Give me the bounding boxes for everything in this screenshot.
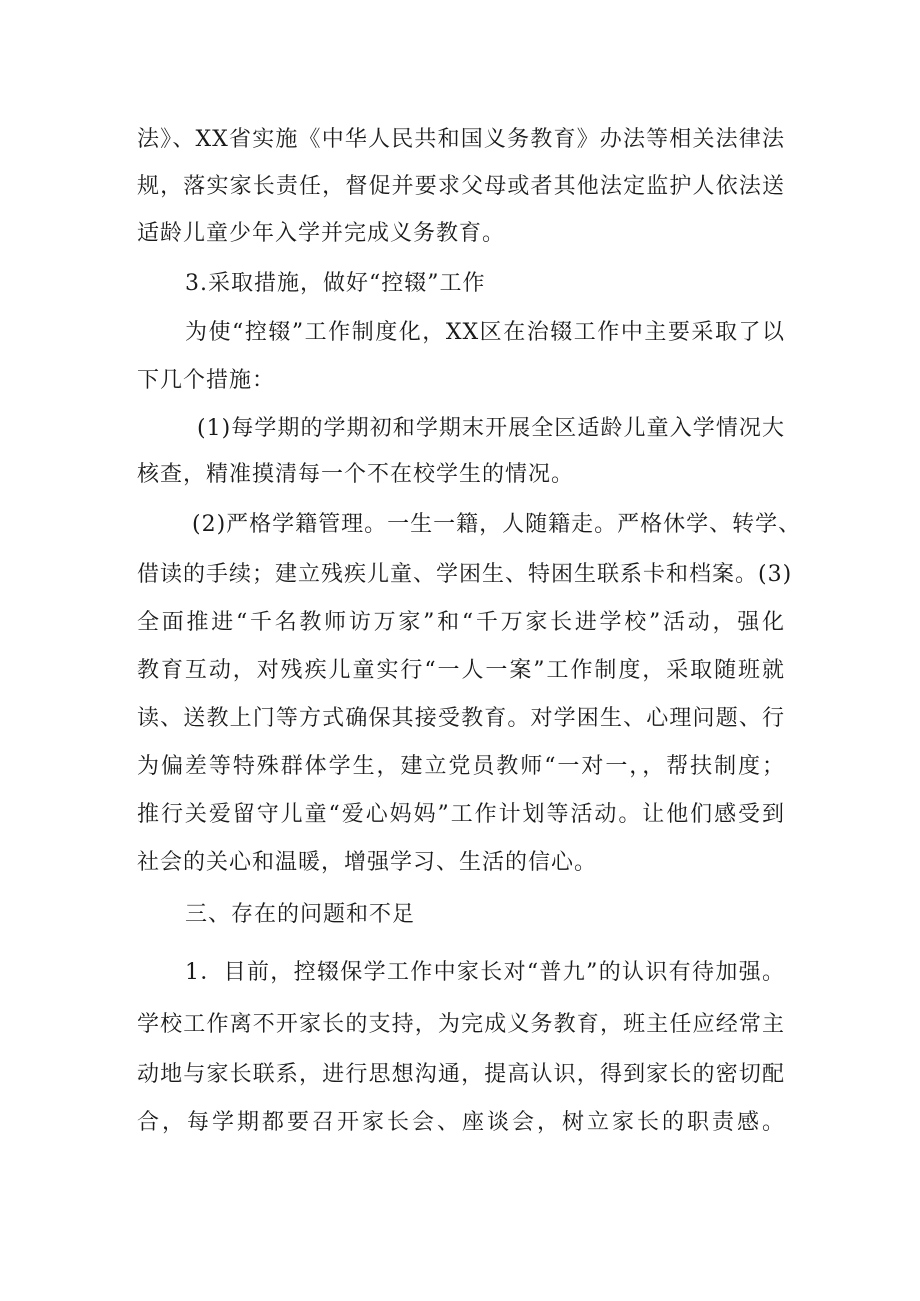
text-line: 动地与家长联系，进行思想沟通，提高认识，得到家长的密切配	[137, 1062, 785, 1087]
text-line: 全面推进“千名教师访万家”和“千万家长进学校”活动，强化	[137, 610, 785, 635]
list-item-1: (1)每学期的学期初和学期末开展全区适龄儿童入学情况大	[197, 416, 785, 441]
text-line: 教育互动，对残疾儿童实行“一人一案”工作制度，采取随班就	[137, 658, 785, 683]
text-line: 核查，精准摸清每一个不在校学生的情况。	[137, 462, 575, 487]
list-item-2: (2)严格学籍管理。一生一籍，人随籍走。严格休学、转学、	[192, 512, 802, 537]
text-line: 社会的关心和温暖，增强学习、生活的信心。	[137, 850, 598, 875]
section-heading: 3.采取措施，做好“控辍”工作	[185, 271, 486, 296]
text-line: 1．目前，控辍保学工作中家长对“普九”的认识有待加强。	[185, 960, 785, 985]
text-line: 法》、XX省实施《中华人民共和国义务教育》办法等相关法律法	[137, 127, 785, 152]
section-heading: 三、存在的问题和不足	[185, 902, 416, 927]
text-line: 规，落实家长责任，督促并要求父母或者其他法定监护人依法送	[137, 174, 785, 199]
text-line: 适龄儿童少年入学并完成义务教育。	[137, 221, 506, 246]
text-line: 合，每学期都要召开家长会、座谈会，树立家长的职责感。	[137, 1110, 785, 1135]
text-line: 读、送教上门等方式确保其接受教育。对学困生、心理问题、行	[137, 706, 785, 731]
text-line: 下几个措施：	[137, 368, 276, 393]
text-line: 推行关爱留守儿童“爱心妈妈”工作计划等活动。让他们感受到	[137, 802, 785, 827]
text-line: 为偏差等特殊群体学生，建立党员教师“一对一，，帮扶制度；	[137, 754, 785, 779]
text-line: 借读的手续；建立残疾儿童、学困生、特困生联系卡和档案。(3)	[137, 562, 793, 587]
text-line: 为使“控辍”工作制度化，XX区在治辍工作中主要采取了以	[185, 320, 785, 345]
text-line: 学校工作离不开家长的支持，为完成义务教育，班主任应经常主	[137, 1012, 785, 1037]
